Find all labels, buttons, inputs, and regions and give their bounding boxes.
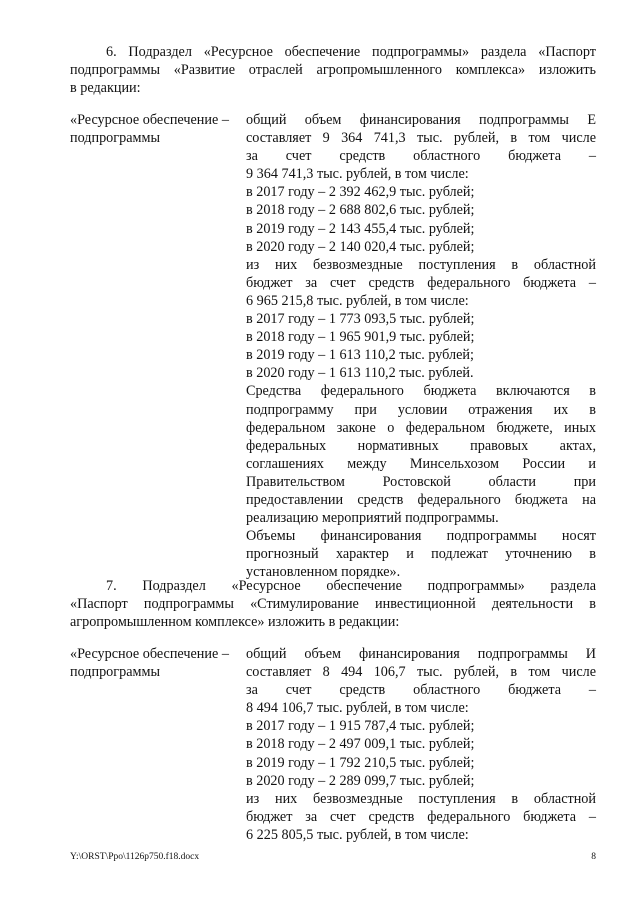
label-text: «Ресурсное обеспечение –: [70, 646, 229, 662]
label-line: [70, 645, 244, 663]
body-line: в 2017 году – 1 915 787,4 тыс. рублей;: [246, 718, 475, 735]
page-footer: [70, 852, 596, 862]
body-line: общий объем финансирования подпрограммы И: [246, 646, 596, 662]
body-line: в 2018 году – 2 688 802,6 тыс. рублей;: [246, 202, 475, 219]
body-line: в 2020 году – 2 289 099,7 тыс. рублей;: [246, 772, 475, 789]
body-line: Правительством Ростовской области при: [246, 473, 596, 490]
body-line: в 2019 году – 1 792 210,5 тыс. рублей;: [246, 754, 475, 771]
body-line: бюджет за счет средств федерального бюджета –: [246, 808, 596, 825]
label-line: подпрограммы: [70, 664, 160, 681]
body-line: в 2019 году – 1 613 110,2 тыс. рублей;: [246, 347, 474, 364]
section6-intro: [70, 43, 596, 97]
body-line: за счет средств областного бюджета –: [246, 148, 596, 165]
body-line: из них безвозмездные поступления в областной: [246, 256, 596, 273]
body-line: в 2018 году – 1 965 901,9 тыс. рублей;: [246, 329, 475, 346]
intro-line: агропромышленном комплексе» изложить в редакции:: [70, 614, 400, 630]
body-line: бюджет за счет средств федерального бюджета –: [246, 274, 596, 291]
label-text: «Ресурсное обеспечение –: [70, 112, 229, 128]
body-line: составляет 8 494 106,7 тыс. рублей, в том числе: [246, 664, 596, 681]
body-line: установленном порядке».: [246, 564, 401, 581]
body-line: соглашениях между Минсельхозом России и: [246, 455, 596, 472]
body-line: из них безвозмездные поступления в областной: [246, 790, 596, 807]
body-line: 8 494 106,7 тыс. рублей, в том числе:: [246, 700, 469, 717]
body-line: федеральном законе о федеральном бюджете, иных: [246, 419, 596, 436]
body-line: за счет средств областного бюджета –: [246, 682, 596, 699]
body-line: 6 965 215,8 тыс. рублей, в том числе:: [246, 292, 469, 309]
body-line: Объемы финансирования подпрограммы носят: [246, 528, 596, 545]
body-line: в 2017 году – 1 773 093,5 тыс. рублей;: [246, 311, 475, 328]
file-path: Y:\ORST\Ppo\1126p750.f18.docx: [70, 852, 200, 862]
section7-intro: [70, 577, 596, 631]
body-line: общий объем финансирования подпрограммы Е: [246, 112, 596, 128]
page-number: 8: [591, 852, 596, 862]
body-line: Средства федерального бюджета включаются в: [246, 383, 596, 400]
row-label: [70, 111, 244, 147]
label-line: подпрограммы: [70, 130, 160, 147]
row-body: [246, 645, 596, 844]
body-line: прогнозный характер и подлежат уточнению в: [246, 546, 596, 563]
body-line: 6 225 805,5 тыс. рублей, в том числе:: [246, 826, 469, 843]
label-line: [70, 111, 244, 129]
body-line: в 2020 году – 2 140 020,4 тыс. рублей;: [246, 238, 475, 255]
body-line: в 2017 году – 2 392 462,9 тыс. рублей;: [246, 184, 475, 201]
body-line: в 2019 году – 2 143 455,4 тыс. рублей;: [246, 220, 475, 237]
body-line: в 2018 году – 2 497 009,1 тыс. рублей;: [246, 736, 475, 753]
intro-line: подпрограммы «Развитие отраслей агропромышленного комплекса» изложить: [70, 62, 596, 78]
body-line: составляет 9 364 741,3 тыс. рублей, в том числе: [246, 130, 596, 147]
body-line: федеральных нормативных правовых актах,: [246, 437, 596, 454]
intro-line: 6. Подраздел «Ресурсное обеспечение подпрограммы» раздела «Паспорт: [106, 44, 596, 60]
body-line: реализацию мероприятий подпрограммы.: [246, 510, 499, 527]
row-label: [70, 645, 244, 681]
body-line: в 2020 году – 1 613 110,2 тыс. рублей.: [246, 365, 474, 382]
intro-line: в редакции:: [70, 80, 141, 96]
intro-line: 7. Подраздел «Ресурсное обеспечение подпрограммы» раздела: [106, 578, 596, 594]
body-line: 9 364 741,3 тыс. рублей, в том числе:: [246, 166, 469, 183]
body-line: предоставлении средств федерального бюджета на: [246, 491, 596, 508]
row-body: [246, 111, 596, 581]
intro-line: «Паспорт подпрограммы «Стимулирование инвестиционной деятельности в: [70, 596, 596, 612]
body-line: подпрограмму при условии отражения их в: [246, 401, 596, 418]
